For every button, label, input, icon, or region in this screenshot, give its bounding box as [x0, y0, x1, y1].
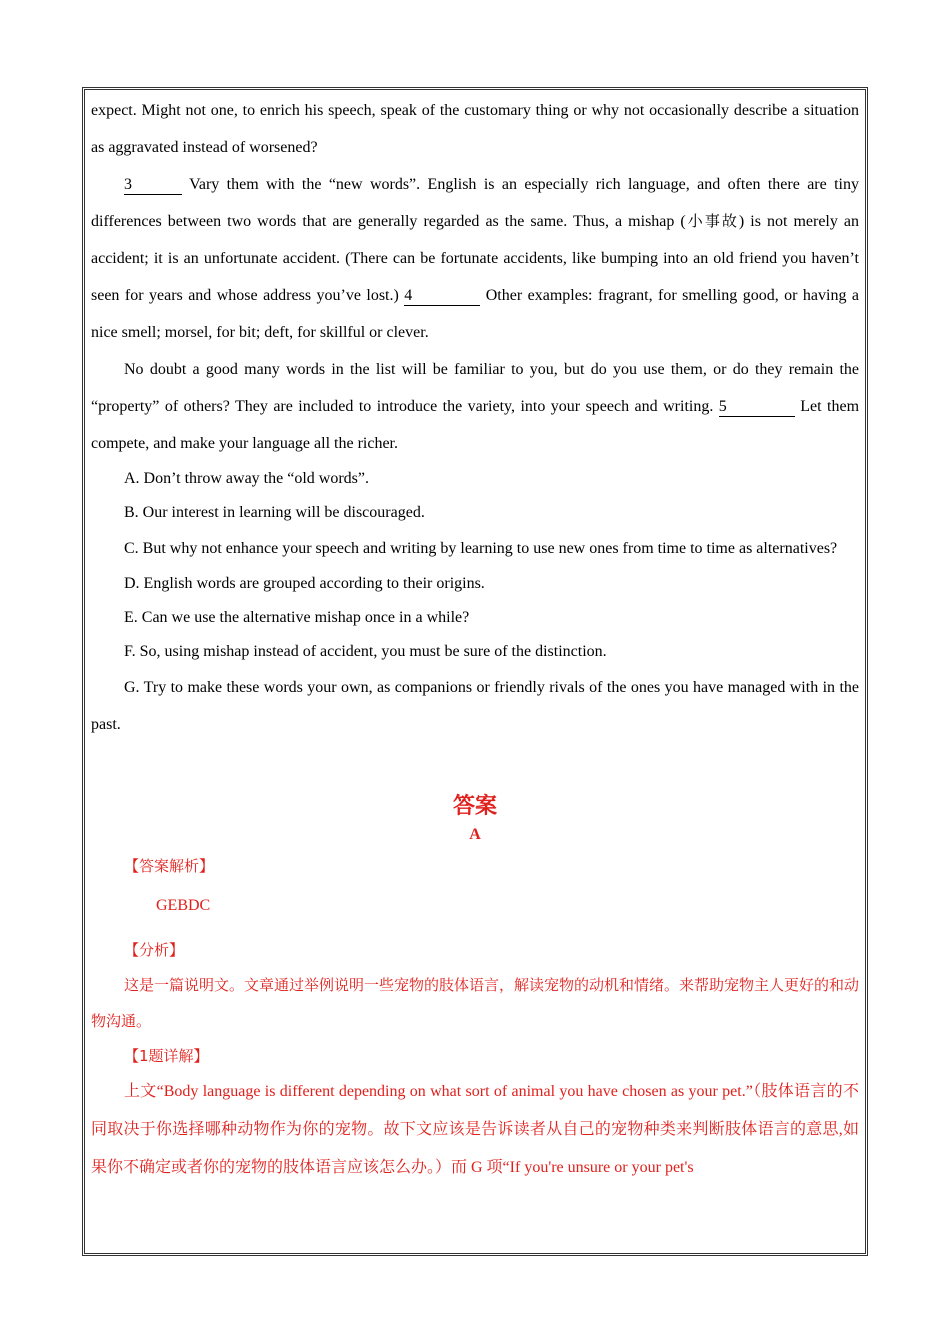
passage-text: Let them compete, and make your language all the richer. [91, 398, 860, 452]
document-body [91, 92, 859, 1187]
blank-5: 5 [719, 398, 795, 417]
passage-paragraph-3 [91, 351, 859, 462]
passage-text: Vary them with the “new words”. English is an especially rich language, and often there are tiny differences between two words that are generally regarded as the same. Thus, a mishap ( [91, 176, 859, 230]
answer-letter: A [469, 826, 481, 843]
option-g: G. Try to make these words your own, as companions or friendly rivals of the ones you have managed with in the past. [91, 679, 859, 733]
fenxi-tag: 【分析】 [124, 941, 185, 959]
blank-4: 4 [404, 287, 480, 306]
option-c: C. But why not enhance your speech and writing by learning to use new ones from time to time as alternatives? [124, 540, 838, 557]
detail-text: 上文“Body language is different depending on what sort of animal you have chosen as your pet.”（肢体语言的不同取决于你选择哪种动物作为你的宠物。故下文应该是告诉读者从自己的宠物种类来判断肢体语言的意思,如果你不确定或者你的宠物的肢体语言应该怎么办。）而 G 项“If you're unsure or your pet's [91, 1083, 859, 1176]
answer-title: 答案 [452, 794, 497, 819]
detail-tag: 【1题详解】 [124, 1047, 209, 1065]
chinese-gloss: 小事故 [685, 212, 739, 230]
passage-text: ) is not merely an accident; it is an unfortunate accident. (There can be fortunate accidents, like bumping into an old friend you haven’t seen for years and whose address you’ve lost.) [91, 213, 860, 304]
passage-text: expect. Might not one, to enrich his speech, speak of the customary thing or why not occasionally describe a situation as aggravated instead of worsened? [91, 102, 859, 156]
blank-3: 3 [124, 176, 182, 195]
option-e: E. Can we use the alternative mishap once in a while? [124, 609, 470, 626]
option-a: A. Don’t throw away the “old words”. [124, 470, 369, 487]
spacer [91, 743, 859, 793]
option-f: F. So, using mishap instead of accident, you must be sure of the distinction. [124, 643, 607, 660]
answer-code: GEBDC [156, 897, 211, 914]
fenxi-text: 这是一篇说明文。文章通过举例说明一些宠物的肢体语言，解读宠物的动机和情绪。来帮助宠物主人更好的和动物沟通。 [91, 976, 860, 1030]
answer-analysis-tag: 【答案解析】 [124, 857, 215, 875]
passage-paragraph-2 [91, 166, 859, 351]
passage-text: No doubt a good many words in the list will be familiar to you, but do you use them, or do they remain the “property” of others? They are included to introduce the variety, into your speech and writing. [91, 361, 859, 415]
option-d: D. English words are grouped according to their origins. [124, 575, 485, 592]
option-b: B. Our interest in learning will be discouraged. [124, 504, 425, 521]
passage-paragraph-1 [91, 92, 859, 166]
passage-text: Other examples: fragrant, for smelling good, or having a nice smell; morsel, for bit; deft, for skillful or clever. [91, 287, 860, 341]
